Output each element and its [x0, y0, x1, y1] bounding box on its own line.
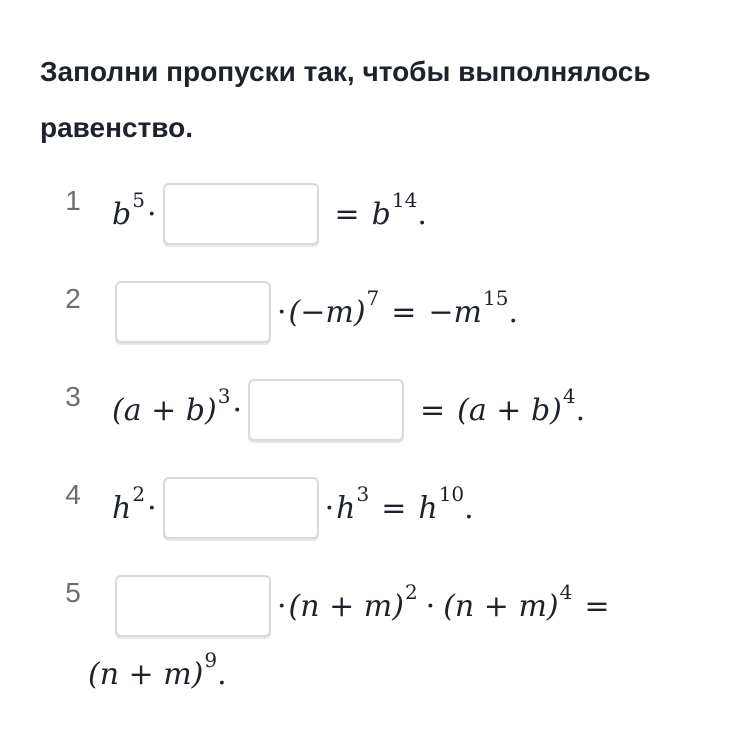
period: .	[217, 656, 227, 692]
exponent: 10	[438, 482, 465, 506]
exponent: 2	[132, 482, 146, 506]
middle-term: h	[336, 490, 356, 526]
answer-input-5[interactable]	[115, 575, 271, 637]
equals-sign: =	[381, 490, 407, 526]
period: .	[417, 196, 427, 232]
period: .	[575, 392, 586, 428]
dot-operator: ·	[425, 588, 436, 624]
result-term: h	[418, 490, 438, 526]
exponent: 15	[483, 286, 509, 310]
equation-5	[112, 574, 621, 638]
answer-input-1[interactable]	[163, 183, 319, 245]
exponent: 4	[562, 384, 576, 408]
factor-term: (n + m)	[443, 588, 559, 624]
answer-input-2[interactable]	[115, 281, 271, 343]
exponent: 4	[559, 580, 573, 604]
factor-term: (n + m)	[288, 588, 404, 624]
equation-number: 4	[65, 479, 81, 510]
result-term: b	[371, 196, 391, 232]
exponent: 3	[217, 384, 231, 408]
equals-sign: =	[391, 294, 417, 330]
exponent: 14	[391, 188, 418, 212]
result-term: −m	[428, 294, 483, 330]
dot-operator: ·	[147, 490, 157, 526]
equation-number: 1	[65, 185, 81, 216]
equation-number: 2	[65, 283, 81, 314]
exponent: 7	[366, 286, 380, 310]
answer-input-3[interactable]	[248, 379, 404, 441]
dot-operator: ·	[277, 588, 287, 624]
base-term: (−m)	[288, 294, 366, 330]
period: .	[508, 294, 519, 330]
exponent: 2	[404, 580, 418, 604]
answer-input-4[interactable]	[163, 477, 319, 539]
base-term: b	[112, 196, 132, 232]
equation-number: 5	[65, 577, 81, 608]
equation-1	[112, 182, 427, 246]
equals-sign: =	[334, 196, 360, 232]
equation-3	[112, 378, 585, 442]
dot-operator: ·	[232, 392, 242, 428]
exponent: 3	[356, 482, 370, 506]
exponent: 5	[132, 188, 145, 212]
dot-operator: ·	[146, 196, 157, 232]
period: .	[464, 490, 474, 526]
task-title: Заполни пропуски так, чтобы выполнялось равенство.	[40, 56, 651, 143]
dot-operator: ·	[324, 490, 335, 526]
equation-number: 3	[65, 381, 81, 412]
base-term: (a + b)	[112, 392, 217, 428]
equation-4	[112, 476, 474, 540]
equals-sign: =	[420, 392, 446, 428]
equals-sign: =	[584, 588, 610, 624]
equation-2	[112, 280, 518, 344]
exponent: 9	[204, 648, 218, 672]
equation-5-continuation	[88, 644, 227, 704]
result-term: (a + b)	[457, 392, 562, 428]
base-term: h	[112, 490, 132, 526]
result-term: (n + m)	[88, 656, 204, 692]
dot-operator: ·	[277, 294, 287, 330]
